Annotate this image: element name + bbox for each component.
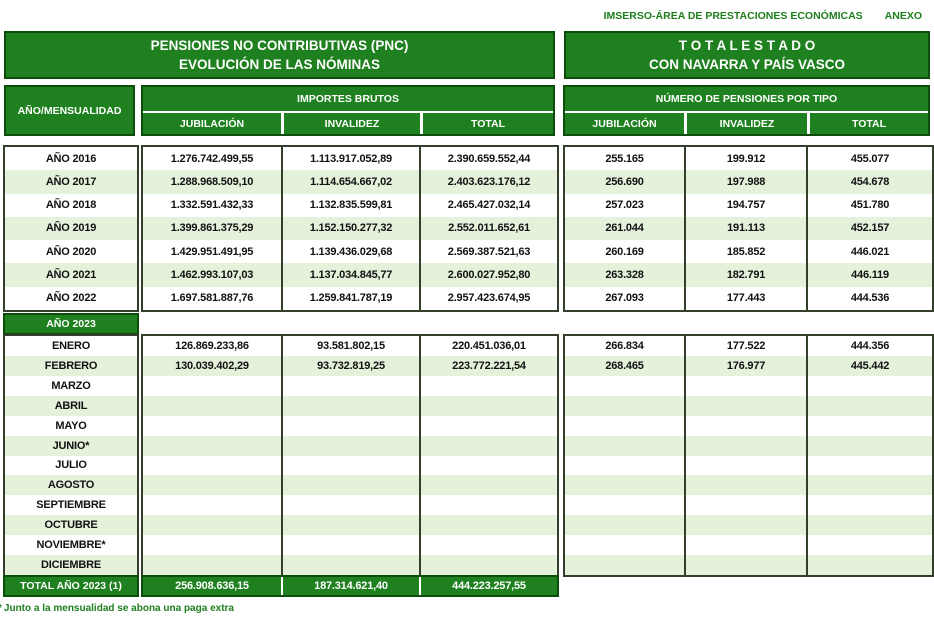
table-row — [565, 456, 932, 476]
count-cell-invalidez: 176.977 — [684, 356, 806, 376]
table-row — [5, 356, 137, 376]
table-row — [5, 495, 137, 515]
count-cell-total — [806, 416, 932, 436]
amount-cell-jubilacion — [143, 396, 281, 416]
table-row — [565, 535, 932, 555]
amount-cell-invalidez — [281, 456, 419, 476]
total-total-amount: 444.223.257,55 — [419, 577, 557, 595]
row-label-cell: AÑO 2020 — [45, 245, 97, 258]
table-row — [143, 336, 557, 356]
count-cell-invalidez: 197.988 — [684, 170, 806, 193]
amount-cell-total — [419, 475, 557, 495]
amount-cell-jubilacion: 1.399.861.375,29 — [170, 222, 254, 235]
table-row — [565, 287, 932, 310]
row-label-cell: AÑO 2017 — [45, 175, 97, 188]
table-row — [565, 495, 932, 515]
topbar-annex-label: ANEXO — [884, 10, 922, 22]
amount-cell-jubilacion: 1.697.581.887,76 — [170, 292, 254, 305]
col-header-jubilacion-importes: JUBILACIÓN — [179, 117, 245, 130]
amount-cell-jubilacion — [143, 416, 281, 436]
row-label-cell: AÑO 2016 — [45, 152, 97, 165]
count-cell-invalidez: 182.791 — [684, 263, 806, 286]
table-row — [143, 515, 557, 535]
table-row — [143, 240, 557, 263]
amount-cell-jubilacion: 1.276.742.499,55 — [170, 152, 254, 165]
amount-cell-invalidez: 1.114.654.667,02 — [281, 170, 419, 193]
count-cell-total: 455.077 — [806, 147, 932, 170]
row-label-cell: JUNIO* — [52, 439, 90, 452]
amount-cell-invalidez — [281, 396, 419, 416]
col-header-total-pensiones: TOTAL — [807, 113, 928, 134]
count-cell-invalidez: 199.912 — [684, 147, 806, 170]
table-row — [143, 416, 557, 436]
count-cell-jubilacion — [565, 416, 684, 436]
numero-pensiones-header — [563, 85, 930, 136]
count-cell-invalidez — [684, 495, 806, 515]
amount-cell-total — [419, 416, 557, 436]
table-row — [565, 475, 932, 495]
table-row — [5, 535, 137, 555]
table-row — [143, 456, 557, 476]
count-cell-invalidez: 194.757 — [684, 194, 806, 217]
table-row — [5, 217, 137, 240]
years-pensiones-table — [563, 145, 934, 312]
table-row — [5, 240, 137, 263]
amount-cell-total — [419, 376, 557, 396]
count-cell-invalidez: 177.443 — [684, 287, 806, 310]
count-cell-total — [806, 456, 932, 476]
amount-cell-total — [419, 436, 557, 456]
table-row — [5, 194, 137, 217]
footnote-text: Junto a la mensualidad se abona una paga extra — [3, 603, 234, 614]
amount-cell-total — [419, 515, 557, 535]
table-row — [565, 515, 932, 535]
left-title-line1: PENSIONES NO CONTRIBUTIVAS (PNC) — [150, 38, 409, 53]
count-cell-total: 446.021 — [806, 240, 932, 263]
table-row — [565, 436, 932, 456]
table-row — [143, 287, 557, 310]
table-row — [565, 147, 932, 170]
count-cell-invalidez: 185.852 — [684, 240, 806, 263]
count-cell-jubilacion — [565, 515, 684, 535]
table-row — [5, 263, 137, 286]
row-header-cell: AÑO/MENSUALIDAD — [4, 85, 135, 136]
amount-cell-total — [419, 495, 557, 515]
row-label-cell: AGOSTO — [47, 479, 95, 492]
months-label-column — [3, 334, 139, 577]
table-row — [565, 416, 932, 436]
amount-cell-total: 2.569.387.521,63 — [419, 240, 557, 263]
table-row — [565, 217, 932, 240]
table-row — [565, 336, 932, 356]
count-cell-jubilacion: 267.093 — [605, 292, 644, 305]
count-cell-jubilacion — [565, 475, 684, 495]
row-label-cell: OCTUBRE — [44, 519, 98, 532]
count-cell-jubilacion — [565, 436, 684, 456]
table-row — [565, 263, 932, 286]
amount-cell-jubilacion — [143, 535, 281, 555]
table-row — [143, 147, 557, 170]
row-label-cell: AÑO 2019 — [45, 222, 97, 235]
count-cell-total: 444.536 — [806, 287, 932, 310]
table-row — [5, 456, 137, 476]
amount-cell-jubilacion — [143, 456, 281, 476]
numero-pensiones-title: NÚMERO DE PENSIONES POR TIPO — [565, 87, 928, 113]
amount-cell-total: 2.552.011.652,61 — [419, 217, 557, 240]
table-row — [565, 396, 932, 416]
left-title-band — [4, 31, 555, 79]
table-row — [143, 495, 557, 515]
count-cell-total: 454.678 — [806, 170, 932, 193]
row-label-cell: DICIEMBRE — [41, 559, 101, 572]
table-row — [5, 515, 137, 535]
amount-cell-invalidez: 1.139.436.029,68 — [281, 240, 419, 263]
amount-cell-invalidez — [281, 376, 419, 396]
amount-cell-total: 2.390.659.552,44 — [419, 147, 557, 170]
table-row — [5, 555, 137, 575]
count-cell-invalidez — [684, 416, 806, 436]
count-cell-invalidez — [684, 535, 806, 555]
count-cell-invalidez — [684, 515, 806, 535]
count-cell-total: 451.780 — [806, 194, 932, 217]
count-cell-invalidez: 177.522 — [684, 336, 806, 356]
count-cell-total: 444.356 — [806, 336, 932, 356]
amount-cell-total — [419, 456, 557, 476]
amount-cell-invalidez: 1.132.835.599,81 — [281, 194, 419, 217]
amount-cell-jubilacion: 130.039.402,29 — [175, 359, 249, 372]
amount-cell-jubilacion: 126.869.233,86 — [175, 339, 249, 352]
count-cell-jubilacion — [565, 535, 684, 555]
row-label-cell: AÑO 2021 — [45, 269, 97, 282]
table-row — [143, 217, 557, 240]
right-title-line1: T O T A L E S T A D O — [678, 38, 816, 53]
count-cell-jubilacion — [565, 555, 684, 575]
count-cell-total — [806, 555, 932, 575]
count-cell-total — [806, 396, 932, 416]
row-label-cell: ENERO — [51, 339, 91, 352]
col-header-invalidez-pensiones: INVALIDEZ — [684, 113, 807, 134]
table-row — [5, 336, 137, 356]
amount-cell-total: 220.451.036,01 — [419, 336, 557, 356]
topbar-department-label: IMSERSO-ÁREA DE PRESTACIONES ECONÓMICAS — [603, 10, 863, 22]
count-cell-total: 446.119 — [806, 263, 932, 286]
count-cell-jubilacion: 256.690 — [605, 175, 644, 188]
amount-cell-invalidez — [281, 495, 419, 515]
amount-cell-invalidez: 1.152.150.277,32 — [281, 217, 419, 240]
count-cell-jubilacion: 257.023 — [605, 199, 644, 212]
right-title-band — [564, 31, 930, 79]
amount-cell-jubilacion — [143, 495, 281, 515]
amount-cell-invalidez — [281, 555, 419, 575]
count-cell-total — [806, 495, 932, 515]
amount-cell-invalidez — [281, 535, 419, 555]
amount-cell-invalidez: 93.732.819,25 — [281, 356, 419, 376]
amount-cell-invalidez: 1.113.917.052,89 — [281, 147, 419, 170]
count-cell-jubilacion — [565, 456, 684, 476]
count-cell-invalidez — [684, 396, 806, 416]
count-cell-jubilacion — [565, 376, 684, 396]
row-label-cell: JULIO — [55, 459, 87, 472]
months-importes-table — [141, 334, 559, 577]
count-cell-jubilacion: 266.834 — [605, 339, 644, 352]
table-row — [565, 555, 932, 575]
amount-cell-invalidez — [281, 515, 419, 535]
amount-cell-invalidez — [281, 416, 419, 436]
col-header-invalidez-importes: INVALIDEZ — [281, 113, 420, 134]
amount-cell-total: 2.403.623.176,12 — [419, 170, 557, 193]
table-row — [143, 263, 557, 286]
row-label-cell: SEPTIEMBRE — [36, 499, 106, 512]
years-importes-table — [141, 145, 559, 312]
count-cell-total — [806, 475, 932, 495]
count-cell-total — [806, 376, 932, 396]
table-row — [143, 555, 557, 575]
table-row — [5, 287, 137, 310]
table-row — [5, 376, 137, 396]
amount-cell-total: 2.957.423.674,95 — [419, 287, 557, 310]
amount-cell-invalidez — [281, 436, 419, 456]
amount-cell-jubilacion: 1.288.968.509,10 — [170, 175, 254, 188]
count-cell-jubilacion: 268.465 — [605, 359, 644, 372]
total-2023-values — [141, 575, 559, 597]
amount-cell-total: 2.600.027.952,80 — [419, 263, 557, 286]
count-cell-invalidez — [684, 555, 806, 575]
col-header-jubilacion-pensiones: JUBILACIÓN — [592, 117, 657, 130]
table-row — [143, 436, 557, 456]
table-row — [143, 475, 557, 495]
amount-cell-jubilacion — [143, 475, 281, 495]
count-cell-jubilacion: 263.328 — [605, 269, 644, 282]
table-row — [565, 356, 932, 376]
footnote-marker — [0, 603, 2, 614]
count-cell-total — [806, 535, 932, 555]
amount-cell-jubilacion: 1.429.951.491,95 — [170, 245, 254, 258]
table-row — [5, 436, 137, 456]
total-invalidez-amount: 187.314.621,40 — [281, 577, 419, 595]
table-row — [565, 194, 932, 217]
count-cell-total — [806, 436, 932, 456]
total-2023-label: TOTAL AÑO 2023 (1) — [3, 575, 139, 597]
amount-cell-total — [419, 396, 557, 416]
importes-brutos-title: IMPORTES BRUTOS — [143, 87, 553, 113]
table-row — [565, 170, 932, 193]
table-row — [5, 147, 137, 170]
amount-cell-jubilacion — [143, 376, 281, 396]
count-cell-jubilacion — [565, 396, 684, 416]
year-2023-band: AÑO 2023 — [3, 313, 139, 335]
table-row — [143, 396, 557, 416]
table-row — [5, 475, 137, 495]
total-jubilacion-amount: 256.908.636,15 — [175, 580, 249, 592]
count-cell-jubilacion: 255.165 — [605, 152, 644, 165]
amount-cell-invalidez: 1.259.841.787,19 — [281, 287, 419, 310]
years-label-column — [3, 145, 139, 312]
count-cell-invalidez — [684, 475, 806, 495]
table-row — [143, 376, 557, 396]
count-cell-total: 452.157 — [806, 217, 932, 240]
count-cell-total — [806, 515, 932, 535]
table-row — [5, 396, 137, 416]
row-label-cell: AÑO 2022 — [45, 292, 97, 305]
left-title-line2: EVOLUCIÓN DE LAS NÓMINAS — [178, 57, 380, 72]
amount-cell-jubilacion: 1.332.591.432,33 — [170, 199, 254, 212]
amount-cell-invalidez — [281, 475, 419, 495]
count-cell-jubilacion: 261.044 — [605, 222, 644, 235]
row-label-cell: MARZO — [51, 379, 91, 392]
amount-cell-total: 223.772.221,54 — [419, 356, 557, 376]
row-label-cell: NOVIEMBRE* — [36, 539, 106, 552]
amount-cell-jubilacion — [143, 555, 281, 575]
row-label-cell: MAYO — [55, 419, 87, 432]
count-cell-total: 445.442 — [806, 356, 932, 376]
right-title-line2: CON NAVARRA Y PAÍS VASCO — [648, 57, 846, 72]
amount-cell-jubilacion — [143, 436, 281, 456]
row-label-cell: ABRIL — [54, 399, 88, 412]
count-cell-jubilacion: 260.169 — [605, 245, 644, 258]
amount-cell-jubilacion — [143, 515, 281, 535]
table-row — [143, 194, 557, 217]
count-cell-invalidez — [684, 456, 806, 476]
count-cell-invalidez: 191.113 — [684, 217, 806, 240]
table-row — [5, 416, 137, 436]
amount-cell-total: 2.465.427.032,14 — [419, 194, 557, 217]
table-row — [565, 240, 932, 263]
count-cell-invalidez — [684, 436, 806, 456]
amount-cell-total — [419, 555, 557, 575]
table-row — [5, 170, 137, 193]
importes-brutos-header — [141, 85, 555, 136]
row-label-cell: FEBRERO — [44, 359, 98, 372]
topbar — [604, 10, 922, 22]
table-row — [143, 170, 557, 193]
col-header-total-importes: TOTAL — [420, 113, 553, 134]
footnote — [4, 603, 234, 614]
table-row — [143, 356, 557, 376]
amount-cell-invalidez: 1.137.034.845,77 — [281, 263, 419, 286]
amount-cell-total — [419, 535, 557, 555]
table-row — [143, 535, 557, 555]
table-row — [565, 376, 932, 396]
months-pensiones-table — [563, 334, 934, 577]
row-label-cell: AÑO 2018 — [45, 199, 97, 212]
amount-cell-invalidez: 93.581.802,15 — [281, 336, 419, 356]
count-cell-jubilacion — [565, 495, 684, 515]
count-cell-invalidez — [684, 376, 806, 396]
amount-cell-jubilacion: 1.462.993.107,03 — [170, 269, 254, 282]
